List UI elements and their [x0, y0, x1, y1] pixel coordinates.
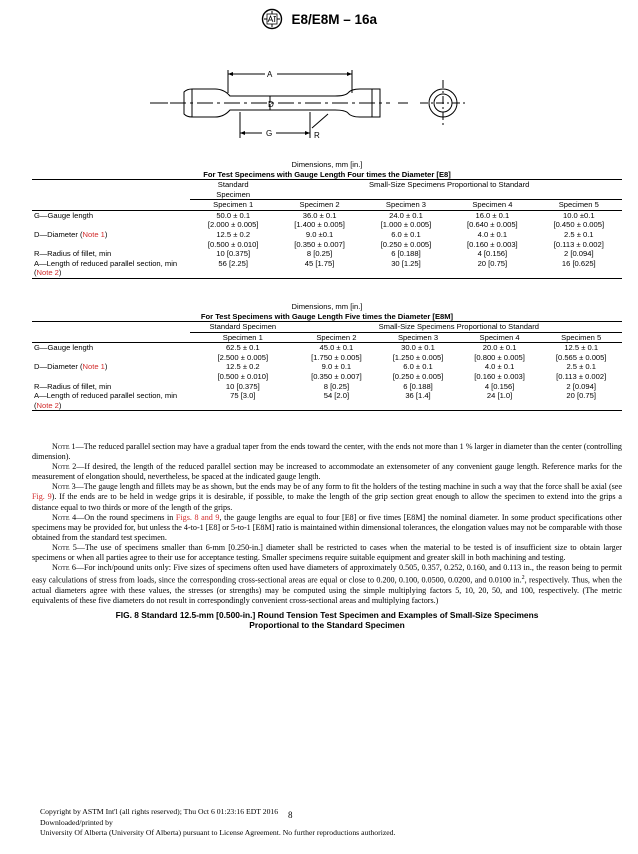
group-standard-2: Specimen: [216, 189, 251, 199]
col-header: Specimen 4: [479, 332, 520, 342]
col-header: Specimen 2: [316, 332, 357, 342]
dimensions-table: [32, 179, 622, 279]
col-header: Specimen 5: [558, 200, 599, 210]
table-e8m: [32, 302, 622, 411]
specimen-drawing: [140, 62, 500, 148]
note-link[interactable]: Note 2: [36, 268, 59, 278]
table-row: [2.000 ± 0.005] [1.400 ± 0.005] [1.000 ± 0.005] [0.640 ± 0.005] [0.450 ± 0.005]: [207, 220, 605, 230]
note-paragraph: Note 2—If desired, the length of the reduced parallel section may be increased to accommodate an extensometer of any convenient gauge length. Reference marks for the measurement of elongation should, nevertheless, be spaced at the indicated gauge length.: [32, 462, 622, 482]
table-row: R—Radius of fillet, min 10 [0.375] 8 [0.25] 6 [0.188] 4 [0.156] 2 [0.094]: [34, 381, 596, 391]
astm-logo-icon: [261, 8, 283, 30]
table-row: [0.500 ± 0.010] [0.350 ± 0.007] [0.250 ± 0.005] [0.160 ± 0.003] [0.113 ± 0.002]: [217, 371, 607, 381]
group-standard: Standard: [217, 180, 249, 189]
group-standard: Standard Specimen: [190, 322, 296, 333]
col-header: Specimen 1: [213, 200, 254, 210]
note-paragraph: Note 5—The use of specimens smaller than 6-mm [0.250-in.] diameter shall be restricted to cases when the material to be tested is of insufficient size to obtain larger specimens or when all parties agree to their use for acceptance testing. Smaller specimens require suitable equipment and greater skill in both machining and testing.: [32, 542, 622, 563]
copyright-line: Copyright by ASTM Int'l (all rights reserved); Thu Oct 6 01:23:16 EDT 2016: [40, 807, 279, 816]
table-row: G—Gauge length 62.5 ± 0.1 45.0 ± 0.1 30.0 ± 0.1 20.0 ± 0.1 12.5 ± 0.1: [34, 343, 599, 353]
note-link[interactable]: Note 1: [82, 362, 105, 372]
table-row: [2.500 ± 0.005] [1.750 ± 0.005] [1.250 ± 0.005] [0.800 ± 0.005] [0.565 ± 0.005]: [217, 352, 607, 362]
note-link[interactable]: Note 2: [36, 400, 59, 410]
col-header: Specimen 2: [299, 200, 340, 210]
table-subtitle: For Test Specimens with Gauge Length Five times the Diameter [E8M]: [200, 311, 454, 321]
col-header: Specimen 5: [561, 332, 602, 342]
download-line: Downloaded/printed by: [40, 817, 113, 827]
license-line: University Of Alberta (University Of Alberta) pursuant to License Agreement. No further reproductions authorized.: [40, 828, 396, 837]
page-number: 8: [288, 810, 293, 820]
figure-link[interactable]: Figs. 8 and 9: [175, 512, 220, 522]
table-units: Dimensions, mm [in.]: [291, 302, 363, 311]
note-paragraph: Note 1—The reduced parallel section may have a gradual taper from the ends toward the center, with the ends not more than 1 % larger in diameter than the center (controlling dimension).: [32, 442, 622, 462]
notes-section: [32, 442, 622, 606]
group-small: Small-Size Specimens Proportional to Standard: [296, 322, 622, 333]
col-header: Specimen 3: [397, 332, 439, 342]
note-paragraph: Note 6—For inch/pound units only: Five sizes of specimens often used have diameters of approximately 0.505, 0.357, 0.252, 0.160, and 0.113 in., the reason being to permit easy calculations of stress from loads, since the corresponding cross-sectional areas are equal or close to 0.200, 0.100, 0.0500, 0.0200, and 0.0100 in.$^2$, respectively. Thus, when the actual diameters agree with these values, the stresses (or strengths) may be computed using the simple multiplying factors 5, 10, 20, 50, and 100, respectively. (The metric equivalents of these five diameters do not result in correspondingly convenient cross-sectional areas and multiplying factors.): [32, 563, 623, 606]
table-row: (Note 2): [32, 268, 622, 278]
note-link[interactable]: Note 1: [82, 229, 105, 239]
table-row: D—Diameter (Note 1) 12.5 ± 0.2 9.0 ±0.1 6.0 ± 0.1 4.0 ± 0.1 2.5 ± 0.1: [34, 229, 594, 239]
label-d: D: [268, 100, 274, 109]
dimensions-table: [32, 321, 622, 411]
page-footer: [40, 806, 620, 839]
table-subtitle: For Test Specimens with Gauge Length Four times the Diameter [E8]: [203, 169, 451, 179]
page-header: [0, 8, 638, 30]
group-small: Small-Size Specimens Proportional to Standard: [276, 180, 622, 200]
table-row: (Note 2): [32, 401, 622, 411]
table-row: [0.500 ± 0.010] [0.350 ± 0.007] [0.250 ± 0.005] [0.160 ± 0.003] [0.113 ± 0.002]: [207, 239, 604, 249]
table-e8: [32, 160, 622, 279]
table-units: Dimensions, mm [in.]: [291, 160, 363, 169]
label-r: R: [314, 131, 320, 140]
label-a: A: [267, 70, 273, 79]
figure-caption: FIG. 8 Standard 12.5-mm [0.500-in.] Round Tension Test Specimen and Examples of Small-Size Specimens Proportional to the Standard Specimen: [115, 610, 539, 631]
figure-link[interactable]: Fig. 9: [32, 492, 52, 502]
table-row: D—Diameter (Note 1) 12.5 ± 0.2 9.0 ± 0.1 6.0 ± 0.1 4.0 ± 0.1 2.5 ± 0.1: [34, 362, 596, 372]
note-paragraph: Note 3—The gauge length and fillets may be as shown, but the ends may be of any form to fit the holders of the testing machine in such a way that the force shall be axial (see Fig. 9). If the ends are to be held in wedge grips it is desirable, if possible, to make the length of the grip section great enough to allow the specimen to extend into the grips a distance equal to two thirds or more of the length of the grips.: [32, 482, 622, 512]
col-header: Specimen 3: [385, 200, 427, 210]
table-row: G—Gauge length 50.0 ± 0.1 36.0 ± 0.1 24.0 ± 0.1 16.0 ± 0.1 10.0 ±0.1: [34, 210, 595, 220]
table-row: A—Length of reduced parallel section, min 75 [3.0] 54 [2.0] 36 [1.4] 24 [1.0] 20 [0.75]: [34, 391, 596, 401]
table-row: R—Radius of fillet, min 10 [0.375] 8 [0.25] 6 [0.188] 4 [0.156] 2 [0.094]: [34, 249, 594, 259]
label-g: G: [266, 129, 273, 138]
col-header: Specimen 1: [222, 332, 263, 342]
document-title: E8/E8M – 16a: [291, 11, 377, 27]
col-header: Specimen 4: [472, 200, 513, 210]
note-paragraph: Note 4—On the round specimens in Figs. 8 and 9, the gauge lengths are equal to four [E8] or five times [E8M] the nominal diameter. In some product specifications other specimens may be provided for, but unless the 4-to-1 [E8] or 5-to-1 [E8M] ratio is maintained within dimensional tolerances, the elongation values may not be comparable with those obtained from the standard test specimen.: [32, 512, 622, 542]
table-row: A—Length of reduced parallel section, min 56 [2.25] 45 [1.75] 30 [1.25] 20 [0.75] 16 [0.625]: [34, 258, 596, 268]
